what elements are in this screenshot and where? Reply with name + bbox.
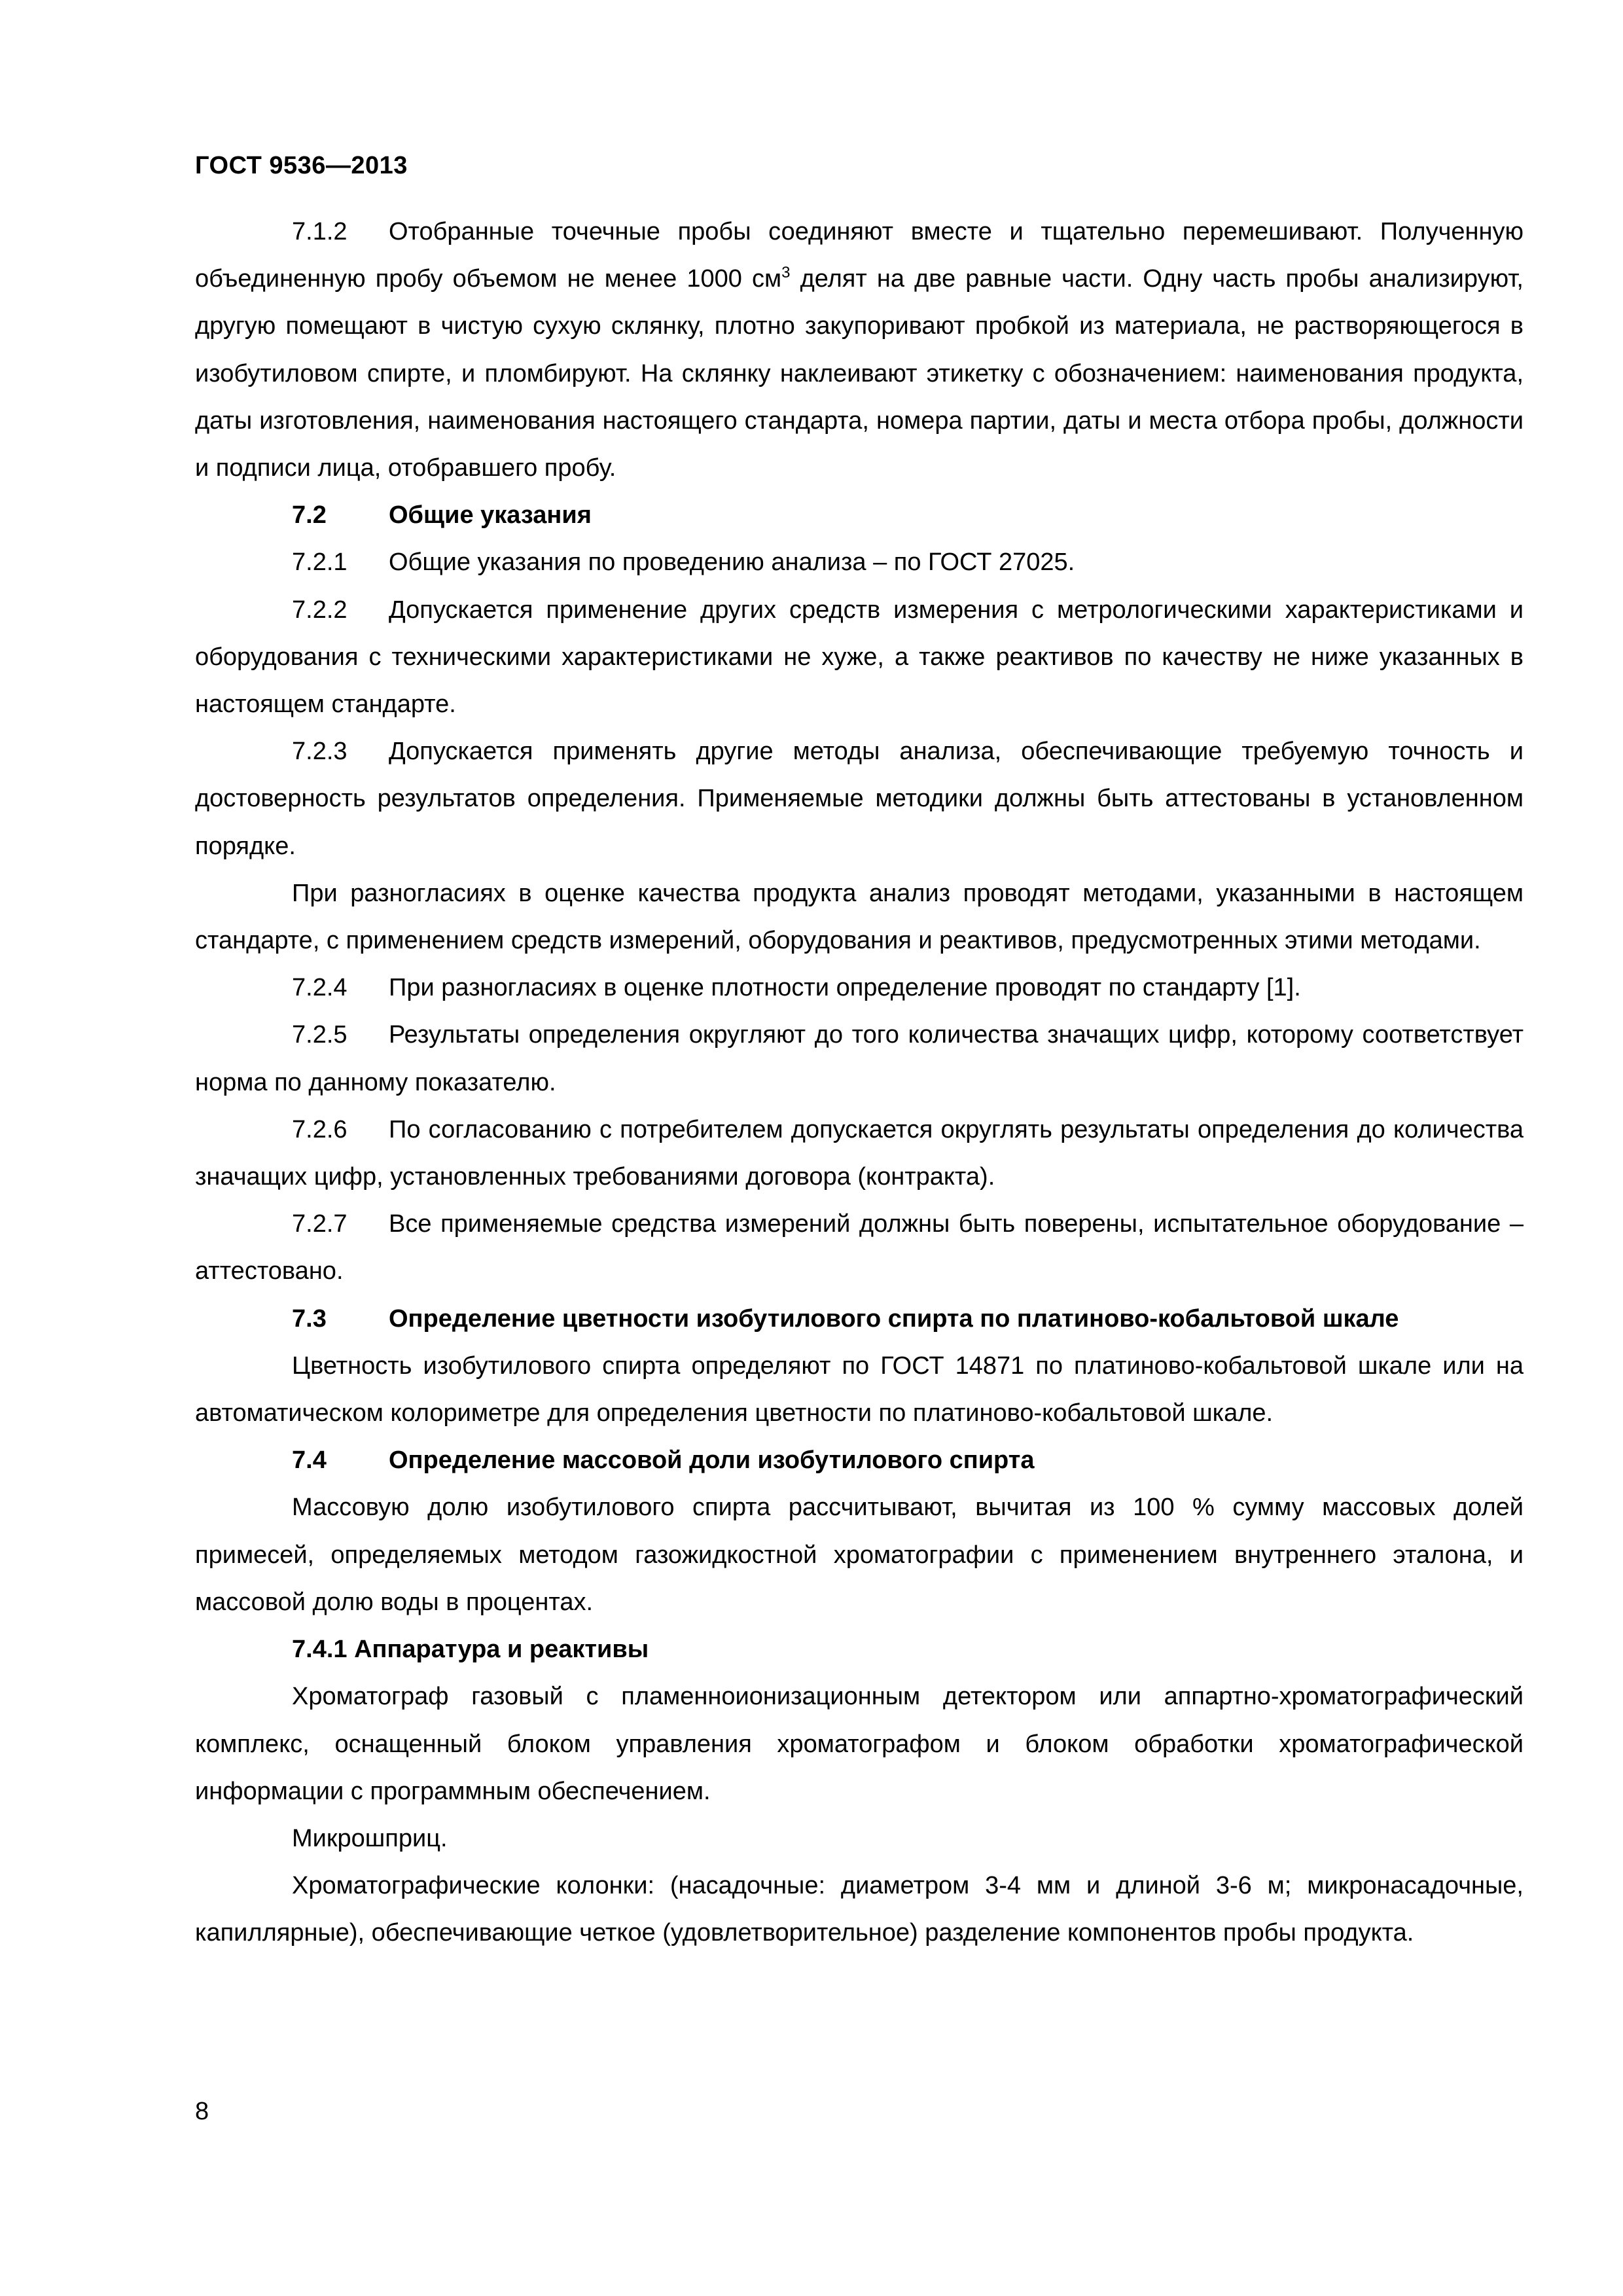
clause-number: 7.2.2 — [292, 596, 348, 624]
clause-text: Допускается применять другие методы анализа, обеспечивающие требуемую точность и достоверность результатов определения. Применяемые методики должны быть аттестованы в установленном порядке. — [195, 738, 1524, 860]
section-7-3-paragraph: Цветность изобутилового спирта определяют по ГОСТ 14871 по платиново-кобальтовой шкале или на автоматическом колориметре для определения цветности по платиново-кобальтовой шкале. — [195, 1352, 1524, 1427]
clause-text: Общие указания по проведению анализа – по ГОСТ 27025. — [389, 548, 1075, 577]
clause-7-2-3-paragraph: При разногласиях в оценке качества продукта анализ проводят методами, указанными в настоящем стандарте, с применением средств измерений, оборудования и реактивов, предусмотренных этими методами. — [195, 879, 1524, 955]
clause-7-2-7 — [195, 1200, 1524, 1295]
clause-number: 7.2.3 — [292, 738, 348, 766]
superscript: 3 — [781, 264, 791, 282]
clause-text: По согласованию с потребителем допускается округлять результаты определения до количества значащих цифр, установленных требованиями договора (контракта). — [195, 1115, 1524, 1191]
clause-7-1-2 — [195, 208, 1524, 492]
clause-7-2-1 — [195, 539, 1524, 586]
clause-7-2-3 — [195, 728, 1524, 870]
clause-text: Допускается применение других средств измерения с метрологическими характеристиками и оборудования с техническими характеристиками не хуже, а также реактивов по качеству не ниже указанных в настоящем стандарте. — [195, 596, 1524, 719]
clause-7-2-5 — [195, 1011, 1524, 1105]
section-heading-7-4 — [195, 1437, 1524, 1484]
clause-7-2-4 — [195, 964, 1524, 1011]
clause-7-2-2 — [195, 586, 1524, 728]
clause-number: 7.2.5 — [292, 1021, 348, 1049]
clause-number: 7.2.1 — [292, 548, 348, 577]
clause-7-2-6 — [195, 1106, 1524, 1200]
section-title: Общие указания — [389, 501, 592, 529]
document-body — [195, 208, 1524, 1957]
section-heading-7-3 — [195, 1295, 1524, 1342]
equipment-microsyringe-paragraph: Микрошприц. — [292, 1824, 448, 1852]
clause-number: 7.1.2 — [292, 218, 348, 245]
clause-number: 7.2.4 — [292, 974, 348, 1002]
equipment-chromatograph-paragraph: Хроматограф газовый с пламенноионизационным детектором или аппартно-хроматографический комплекс, оснащенный блоком управления хроматографом и блоком обработки хроматографической информации с программным обеспечением. — [195, 1683, 1524, 1805]
clause-number: 7.2.7 — [292, 1210, 348, 1238]
clause-number: 7.2.6 — [292, 1115, 348, 1143]
section-number: 7.2 — [292, 501, 327, 529]
clause-text-continued: делят на две равные части. Одну часть пробы анализируют, другую помещают в чистую сухую склянку, плотно закупоривают пробкой из материала, не растворяющегося в изобутиловом спирте, и пломбируют. На склянку наклеивают этикетку с обозначением: наименования продукта, даты изготовления, наименования настоящего стандарта, номера партии, даты и места отбора пробы, должности и подписи лица, отобравшего пробу. — [195, 265, 1524, 482]
clause-text: При разногласиях в оценке плотности определение проводят по стандарту [1]. — [389, 974, 1301, 1002]
section-number: 7.3 — [292, 1304, 327, 1333]
clause-text: Все применяемые средства измерений должны быть поверены, испытательное оборудование – аттестовано. — [195, 1210, 1524, 1285]
section-title: Определение массовой доли изобутилового спирта — [389, 1446, 1035, 1475]
clause-text: Отобранные точечные пробы соединяют вместе и тщательно перемешивают. Полученную объединенную пробу объемом не менее 1000 см — [195, 218, 1524, 293]
clause-text: Результаты определения округляют до того количества значащих цифр, которому соответствует норма по данному показателю. — [195, 1021, 1524, 1096]
equipment-columns-paragraph: Хроматографические колонки: (насадочные: диаметром 3-4 мм и длиной 3-6 м; микронасадочные, капиллярные), обеспечивающие четкое (удовлетворительное) разделение компонентов пробы продукта. — [195, 1872, 1524, 1947]
section-7-4-paragraph: Массовую долю изобутилового спирта рассчитывают, вычитая из 100 % сумму массовых долей примесей, определяемых методом газожидкостной хроматографии с применением внутреннего эталона, и массовой долю воды в процентах. — [195, 1494, 1524, 1616]
section-heading-7-2 — [195, 492, 1524, 539]
document-code-header: ГОСТ 9536—2013 — [195, 152, 408, 179]
section-title: Определение цветности изобутилового спирта по платиново-кобальтовой шкале — [389, 1304, 1399, 1333]
subsection-heading-7-4-1: 7.4.1 Аппаратура и реактивы — [292, 1636, 649, 1664]
section-number: 7.4 — [292, 1446, 327, 1475]
page-number: 8 — [195, 2098, 209, 2125]
